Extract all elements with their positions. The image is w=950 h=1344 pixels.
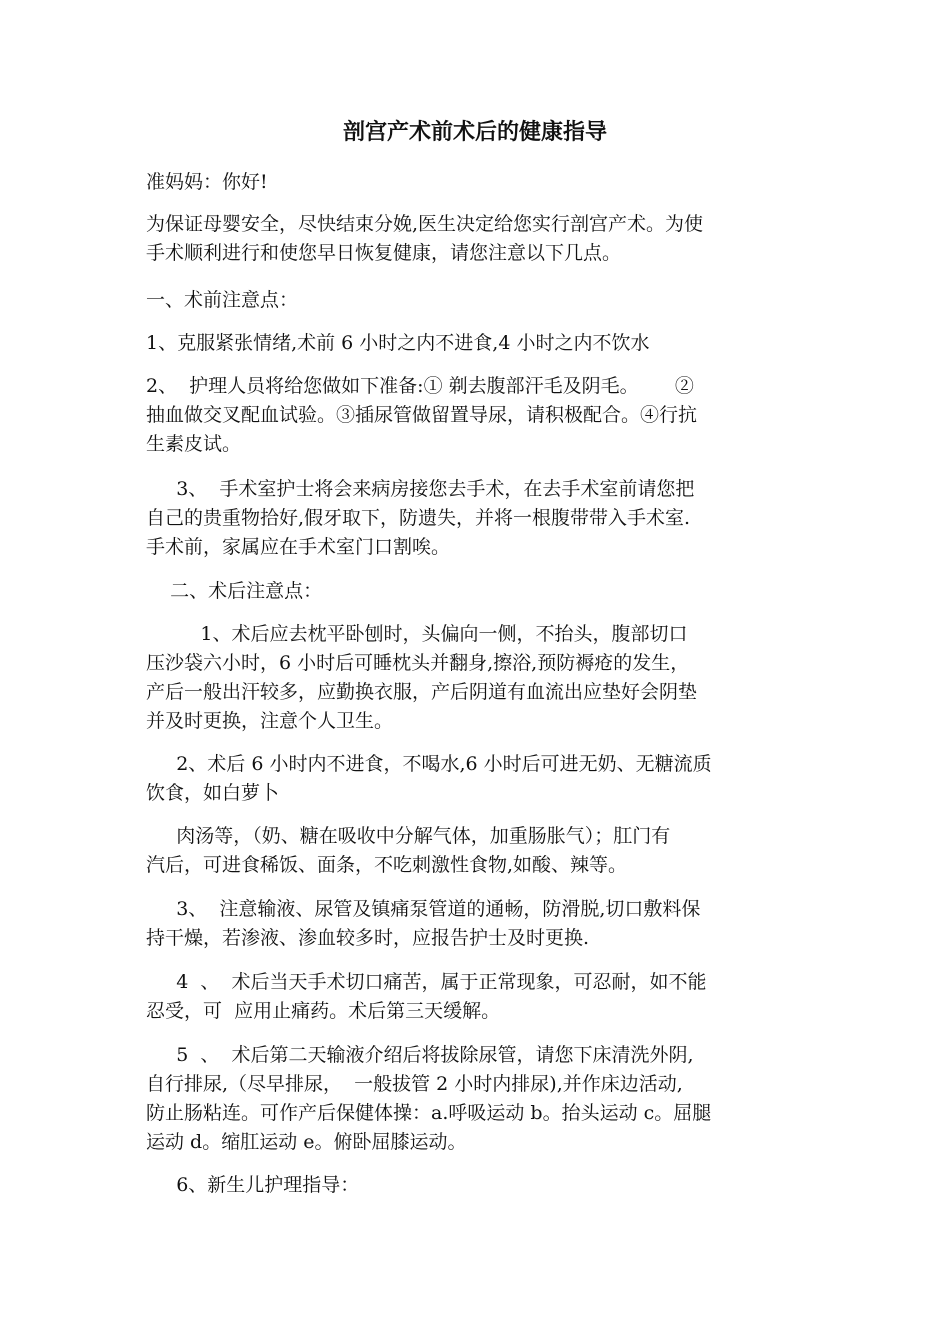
postop-item-2: 2、术后 6 小时内不进食，不喝水,6 小时后可进无奶、无糖流质 饮食，如白萝卜 bbox=[146, 753, 712, 804]
document-title: 剖宫产术前术后的健康指导 bbox=[342, 120, 607, 145]
postop-item-2-continued: 肉汤等，（奶、糖在吸收中分解气体，加重肠胀气）；肛门有 汽后，可进食稀饭、面条，不吃刺激性食物,如酸、辣等。 bbox=[146, 825, 671, 876]
postop-item-1: 1、术后应去枕平卧刨时，头偏向一侧，不抬头，腹部切口 压沙袋六小时，6 小时后可睡枕头并翻身,擦浴,预防褥疮的发生， 产后一般出汗较多，应勤换衣服，产后阴道有血流出应垫好会阴垫 并及时更换，注意个人卫生。 bbox=[146, 623, 698, 732]
intro-paragraph: 为保证母婴安全，尽快结束分娩,医生决定给您实行剖宫产术。为使 手术顺利进行和使您早日恢复健康，请您注意以下几点。 bbox=[146, 213, 704, 264]
postop-item-5: 5 、 术后第二天输液介绍后将拔除尿管，请您下床清洗外阴, 自行排尿,（尽早排尿， 一般拔管 2 小时内排尿),并作床边活动, 防止肠粘连。可作产后保健体操：a.呼吸运动 b。抬头运动 c。屈腿 运动 d。缩肛运动 e。俯卧屈膝运动。 bbox=[146, 1044, 712, 1153]
section-heading-postop: 二、术后注意点： bbox=[146, 580, 323, 602]
preop-item-2: 2、 护理人员将给您做如下准备:① 剃去腹部汗毛及阴毛。 ② 抽血做交叉配血试验。③插尿管做留置导尿，请积极配合。④行抗 生素皮试。 bbox=[146, 375, 698, 455]
postop-item-6: 6、新生儿护理指导： bbox=[146, 1174, 360, 1196]
postop-item-3: 3、 注意输液、尿管及镇痛泵管道的通畅，防滑脱,切口敷料保 持干燥，若渗液、渗血较多时，应报告护士及时更换. bbox=[146, 898, 701, 949]
preop-item-1: 1、克服紧张情绪,术前 6 小时之内不进食,4 小时之内不饮水 bbox=[146, 332, 650, 354]
preop-item-3: 3、 手术室护士将会来病房接您去手术，在去手术室前请您把 自己的贵重物拾好,假牙取下，防遗失，并将一根腹带带入手术室. 手术前，家属应在手术室门口割唉。 bbox=[146, 478, 695, 558]
section-heading-preop: 一、术前注意点： bbox=[146, 289, 299, 311]
postop-item-4: 4 、 术后当天手术切口痛苦，属于正常现象，可忍耐，如不能 忍受，可 应用止痛药。术后第三天缓解。 bbox=[146, 971, 707, 1022]
greeting: 准妈妈：你好! bbox=[146, 171, 268, 193]
